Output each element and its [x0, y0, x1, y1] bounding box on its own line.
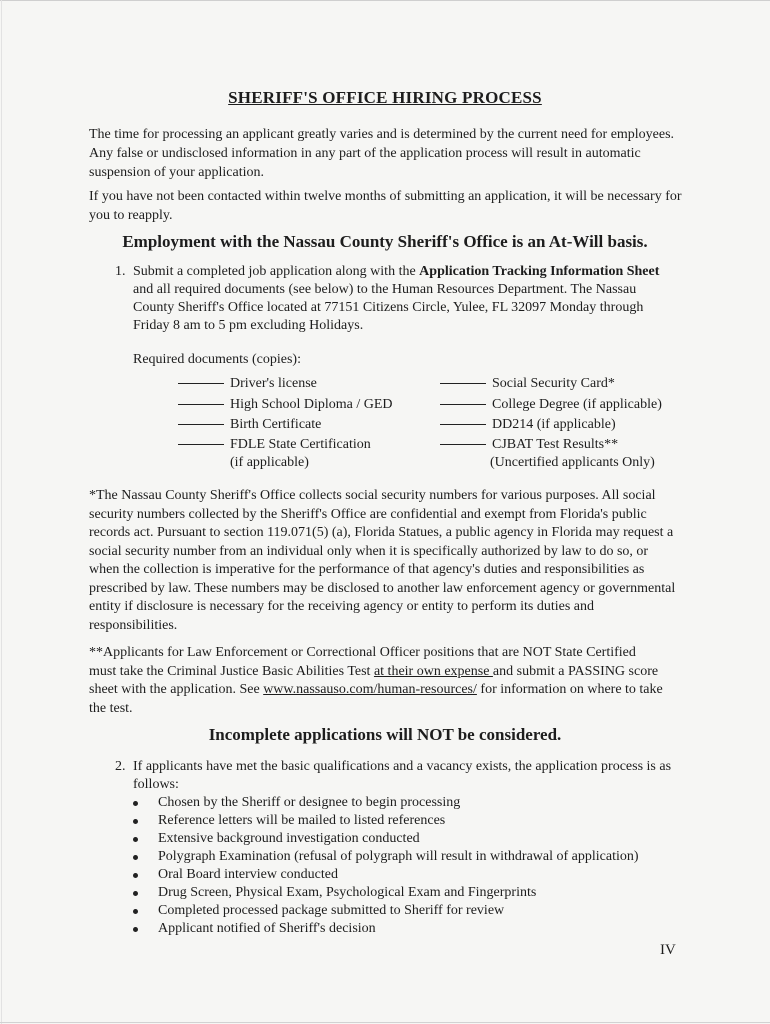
doc-cjbat-results	[440, 436, 618, 454]
list-item-text: Drug Screen, Physical Exam, Psychological Exam and Fingerprints	[158, 885, 537, 900]
bullet-icon	[133, 819, 138, 824]
bullet-icon	[133, 801, 138, 806]
intro-paragraph-1: The time for processing an applicant greatly varies and is determined by the current need for employees. Any false or undisclosed information in any part of the application process will result in automatic suspension of your application.	[89, 127, 675, 180]
checkbox-line[interactable]	[178, 444, 224, 445]
doc-label: Driver's license	[230, 376, 317, 391]
list-item	[133, 920, 693, 938]
doc-drivers-license	[178, 375, 317, 393]
list-item	[133, 902, 693, 920]
bullet-icon	[133, 927, 138, 932]
at-will-heading: Employment with the Nassau County Sheriff's Office is an At-Will basis.	[122, 232, 648, 251]
list-item	[133, 812, 693, 830]
list-item-text: Oral Board interview conducted	[158, 867, 338, 882]
step-1-text-a: Submit a completed job application along with the	[133, 264, 420, 279]
doc-label: Social Security Card*	[492, 376, 615, 391]
scan-edge-top	[0, 0, 770, 1]
required-documents-label: Required documents (copies):	[133, 352, 301, 367]
list-item-text: Reference letters will be mailed to listed references	[158, 813, 446, 828]
step-1-text	[133, 263, 673, 335]
checkbox-line[interactable]	[440, 444, 486, 445]
list-item	[133, 830, 693, 848]
cjbat-note	[89, 644, 664, 718]
list-item	[133, 866, 693, 884]
doc-label: College Degree (if applicable)	[492, 397, 662, 412]
incomplete-heading: Incomplete applications will NOT be considered.	[208, 725, 562, 744]
tracking-sheet-bold: Application Tracking Information Sheet	[419, 264, 660, 279]
list-item	[133, 884, 693, 902]
doc-dd214	[440, 416, 616, 434]
doc-label: High School Diploma / GED	[230, 397, 393, 412]
step-2-text: If applicants have met the basic qualifications and a vacancy exists, the application process is as follows:	[133, 759, 672, 792]
cjbat-note-b: and submit a PASSING score sheet with the application. See	[89, 663, 659, 697]
doc-label: CJBAT Test Results**	[492, 437, 619, 452]
bullet-icon	[133, 873, 138, 878]
list-item	[133, 794, 693, 812]
checkbox-line[interactable]	[178, 383, 224, 384]
bullet-icon	[133, 837, 138, 842]
doc-college-degree	[440, 396, 662, 414]
checkbox-line[interactable]	[440, 404, 486, 405]
process-bullet-list	[133, 794, 693, 938]
cjbat-note-a: **Applicants for Law Enforcement or Correctional Officer positions that are NOT State Certified must take the Criminal Justice Basic Abilities Test	[89, 645, 636, 679]
checkbox-line[interactable]	[178, 404, 224, 405]
list-item-text: Chosen by the Sheriff or designee to begin processing	[158, 795, 461, 810]
scan-edge-bottom	[0, 1022, 770, 1023]
doc-fdle-certification	[178, 436, 371, 454]
doc-label: FDLE State Certification	[230, 437, 371, 452]
doc-birth-certificate	[178, 416, 321, 434]
bullet-icon	[133, 891, 138, 896]
step-1-number: 1.	[115, 264, 126, 279]
ssn-note: *The Nassau County Sheriff's Office collects social security numbers for various purposes. All social security numbers collected by the Sheriff's Office are confidential and exempt from Florida's public records act. Pursuant to section 119.071(5) (a), Florida Statues, a public agency in Florida may request a social security number from an individual only when it is specifically authorized by law to do so, or when the collection is imperative for the performance of that agency's duties and responsibilities as prescribed by law. These numbers may be disclosed to another law enforcement agency or governmental entity if disclosure is necessary for the receiving agency or entity to perform its duties and responsibilities.	[89, 488, 676, 633]
page-title: SHERIFF'S OFFICE HIRING PROCESS	[228, 88, 542, 107]
hr-website-link[interactable]: www.nassauso.com/human-resources/	[263, 682, 477, 697]
list-item-text: Completed processed package submitted to Sheriff for review	[158, 903, 505, 918]
step-2-number: 2.	[115, 759, 126, 774]
doc-social-security-card	[440, 375, 615, 393]
at-own-expense-underline: at their own expense	[373, 663, 493, 679]
doc-fdle-note: (if applicable)	[230, 455, 309, 470]
doc-label: DD214 (if applicable)	[492, 417, 616, 432]
scan-edge-left	[1, 0, 2, 1024]
intro-paragraph-2: If you have not been contacted within twelve months of submitting an application, it will be necessary for you to reapply.	[89, 189, 682, 223]
list-item	[133, 848, 693, 866]
bullet-icon	[133, 855, 138, 860]
doc-diploma	[178, 396, 393, 414]
checkbox-line[interactable]	[178, 424, 224, 425]
checkbox-line[interactable]	[440, 424, 486, 425]
list-item-text: Extensive background investigation conducted	[158, 831, 420, 846]
list-item-text: Polygraph Examination (refusal of polygraph will result in withdrawal of application)	[158, 849, 639, 864]
page-number: IV	[660, 942, 676, 958]
bullet-icon	[133, 909, 138, 914]
doc-label: Birth Certificate	[230, 417, 322, 432]
checkbox-line[interactable]	[440, 383, 486, 384]
step-1-text-b: and all required documents (see below) to the Human Resources Department. The Nassau County Sheriff's Office located at 77151 Citizens Circle, Yulee, FL 32097 Monday through Friday 8 am to 5 pm excluding Holidays.	[133, 282, 644, 333]
cjbat-note-c: for information on where to take the test.	[89, 682, 663, 716]
list-item-text: Applicant notified of Sheriff's decision	[158, 921, 376, 936]
doc-cjbat-note: (Uncertified applicants Only)	[490, 455, 655, 470]
